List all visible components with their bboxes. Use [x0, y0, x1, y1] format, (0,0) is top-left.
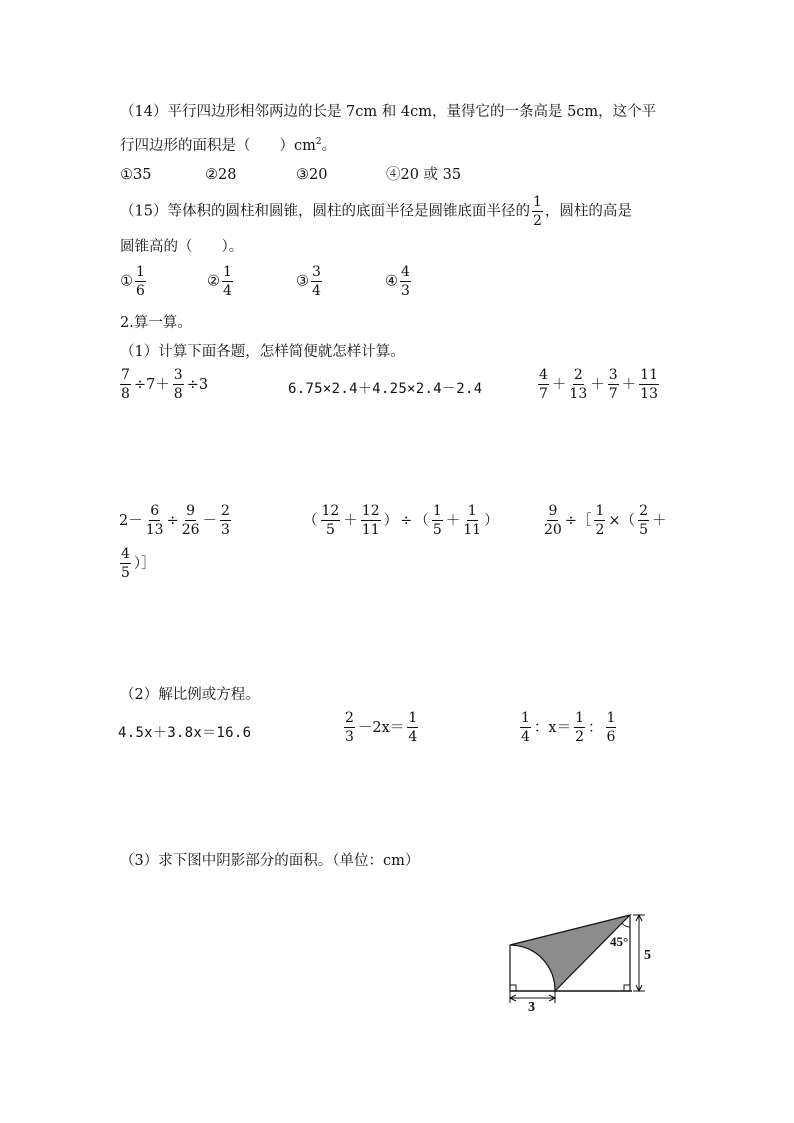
base-label: 3: [528, 1000, 535, 1015]
angle-label: 45°: [610, 934, 629, 949]
fraction: [220, 504, 231, 537]
frac-num: 1: [432, 503, 442, 519]
option-fraction: [400, 265, 411, 298]
fraction: [120, 368, 131, 401]
plus-sign: ＋: [551, 376, 567, 393]
frac-den: 5: [432, 522, 442, 538]
right-angle-mark-right: [624, 985, 630, 991]
part1-heading: （1）计算下面各题，怎样简便就怎样计算。: [120, 344, 405, 360]
frac-num: 2: [573, 367, 583, 383]
frac-den: 2: [532, 213, 542, 229]
part3-heading: （3）求下图中阴影部分的面积。（单位：cm）: [120, 853, 420, 869]
height-label: 5: [644, 948, 651, 963]
option-fraction: [135, 265, 146, 298]
option-fraction: [222, 265, 233, 298]
expr-3: [536, 368, 661, 401]
frac-num: 7: [121, 367, 130, 383]
fraction: [569, 368, 587, 401]
frac-num: 3: [312, 264, 321, 280]
plus-sign: ＋: [445, 512, 461, 529]
q14-line2-end: 。: [321, 137, 337, 154]
frac-den: 3: [221, 522, 230, 538]
frac-num: 1: [575, 710, 585, 726]
frac-den: 26: [181, 522, 200, 538]
frac-den: 6: [136, 283, 145, 299]
q15-option-4: [385, 265, 413, 298]
option-fraction: [311, 265, 322, 298]
frac-den: 5: [639, 522, 648, 538]
frac-num: 3: [173, 367, 183, 383]
paren: （: [303, 512, 318, 529]
frac-den: 5: [121, 565, 130, 581]
paren: ）: [484, 512, 499, 529]
frac-den: 3: [345, 729, 354, 745]
fraction: [538, 368, 549, 401]
eq-2: [342, 711, 420, 744]
fraction: [608, 368, 619, 401]
operator-text: －2x＝: [357, 719, 405, 736]
fraction: [146, 504, 164, 537]
eq-3: [518, 711, 618, 744]
frac-den: 6: [606, 729, 616, 745]
q14-option-3: ③20: [296, 167, 328, 183]
frac-num: 1: [521, 710, 530, 726]
operator-text: ＋: [651, 512, 667, 529]
frac-num: 9: [548, 503, 558, 519]
fraction: [120, 547, 131, 580]
frac-num: 12: [361, 503, 380, 519]
option-mark: ②: [207, 273, 220, 290]
q14-option-4: ④20 或 35: [386, 167, 462, 183]
frac-num: 4: [539, 367, 548, 383]
frac-den: 13: [569, 386, 588, 402]
frac-den: 4: [521, 729, 530, 745]
frac-num: 2: [221, 503, 230, 519]
operator-text: ÷7＋: [133, 376, 170, 393]
frac-num: 2: [345, 710, 354, 726]
fraction: [520, 711, 531, 744]
frac-den: 7: [539, 386, 548, 402]
shaded-region: [510, 915, 630, 991]
frac-num: 4: [401, 264, 410, 280]
part2-heading: （2）解比例或方程。: [120, 687, 260, 703]
fraction: [574, 711, 585, 744]
fraction: [173, 368, 184, 401]
frac-den: 2: [595, 522, 605, 538]
option-mark: ①: [120, 273, 133, 290]
divide-sign: ÷: [400, 512, 413, 529]
q15-line1: [120, 195, 632, 228]
frac-den: 4: [408, 729, 418, 745]
frac-den: 8: [121, 386, 130, 402]
expr-1: [118, 368, 209, 401]
fraction: [432, 504, 443, 537]
fraction: [638, 504, 649, 537]
fraction: [594, 504, 605, 537]
frac-den: 11: [463, 522, 482, 538]
expr-2: 6.75×2.4＋4.25×2.4－2.4: [288, 381, 483, 397]
q15-option-1: [120, 265, 148, 298]
fraction: [182, 504, 200, 537]
q15-line1-end: ，圆柱的高是: [544, 203, 632, 220]
paren: （: [414, 512, 429, 529]
frac-num: 12: [321, 503, 340, 519]
operator-text: ×（: [608, 512, 636, 529]
operator-text: ：x＝: [533, 719, 572, 736]
q14-option-1: ①35: [120, 167, 152, 183]
option-mark: ④: [385, 273, 398, 290]
frac-num: 11: [640, 367, 658, 383]
frac-den: 11: [361, 522, 380, 538]
q14-unit-superscript: 2: [315, 137, 322, 147]
frac-num: 1: [606, 710, 616, 726]
q14-line1: （14）平行四边形相邻两边的长是 7cm 和 4cm，量得它的一条高是 5cm，这个平: [120, 104, 657, 120]
frac-den: 13: [145, 522, 164, 538]
expr-6-continued: [118, 547, 157, 580]
minus-sign: －: [202, 512, 218, 529]
option-mark: ③: [296, 273, 309, 290]
frac-num: 1: [467, 503, 477, 519]
plus-sign: ＋: [621, 376, 637, 393]
plus-sign: ＋: [343, 512, 358, 529]
frac-num: 3: [608, 367, 618, 383]
fraction: [463, 504, 481, 537]
fraction: [544, 504, 562, 537]
plus-sign: ＋: [590, 376, 605, 393]
paren: ）: [383, 512, 399, 529]
fraction: [344, 711, 355, 744]
frac-den: 7: [608, 386, 618, 402]
operator-text: ÷3: [186, 376, 209, 393]
operator-text: ）］: [133, 555, 156, 572]
fraction: [321, 504, 341, 537]
q15-option-3: [296, 265, 324, 298]
angle-arc: [622, 923, 630, 927]
frac-num: 2: [639, 503, 648, 519]
frac-den: 3: [401, 283, 410, 299]
operator-text: 2－: [119, 512, 143, 529]
expr-4: [118, 504, 233, 537]
frac-den: 4: [223, 283, 232, 299]
frac-num: 1: [595, 503, 605, 519]
fraction: [407, 711, 418, 744]
frac-num: 9: [186, 503, 196, 519]
section2-title: 2.算一算。: [120, 315, 192, 331]
frac-den: 4: [312, 283, 321, 299]
operator-text: ÷［: [564, 512, 592, 529]
right-angle-mark-left: [510, 985, 516, 991]
q14-line2-text: 行四边形的面积是（ ）cm: [120, 137, 316, 154]
q15-line2: 圆锥高的（ ）。: [120, 239, 244, 255]
q15-line1-text: （15）等体积的圆柱和圆锥，圆柱的底面半径是圆锥底面半径的: [120, 203, 530, 220]
frac-num: 4: [121, 546, 130, 562]
frac-den: 2: [575, 729, 585, 745]
frac-num: 1: [408, 710, 418, 726]
frac-den: 5: [325, 522, 335, 538]
frac-den: 20: [544, 522, 562, 538]
q15-option-2: [207, 265, 235, 298]
frac-num: 1: [223, 264, 232, 280]
q14-line2: [120, 131, 336, 157]
divide-sign: ÷: [166, 512, 179, 529]
frac-num: 1: [532, 194, 542, 210]
figure-svg: [500, 905, 660, 1015]
frac-den: 13: [640, 386, 658, 402]
q14-option-2: ②28: [205, 167, 237, 183]
shaded-area-figure: [500, 905, 660, 1019]
fraction: [361, 504, 381, 537]
frac-num: 6: [150, 503, 160, 519]
fraction: [606, 711, 617, 744]
expr-6: [542, 504, 667, 537]
frac-num: 1: [136, 264, 145, 280]
q15-fraction-half: [532, 195, 543, 228]
frac-den: 8: [173, 386, 183, 402]
expr-5: [302, 504, 500, 537]
fraction: [639, 368, 659, 401]
ratio-colon: ：: [588, 719, 603, 736]
eq-1: 4.5x＋3.8x＝16.6: [118, 725, 252, 741]
